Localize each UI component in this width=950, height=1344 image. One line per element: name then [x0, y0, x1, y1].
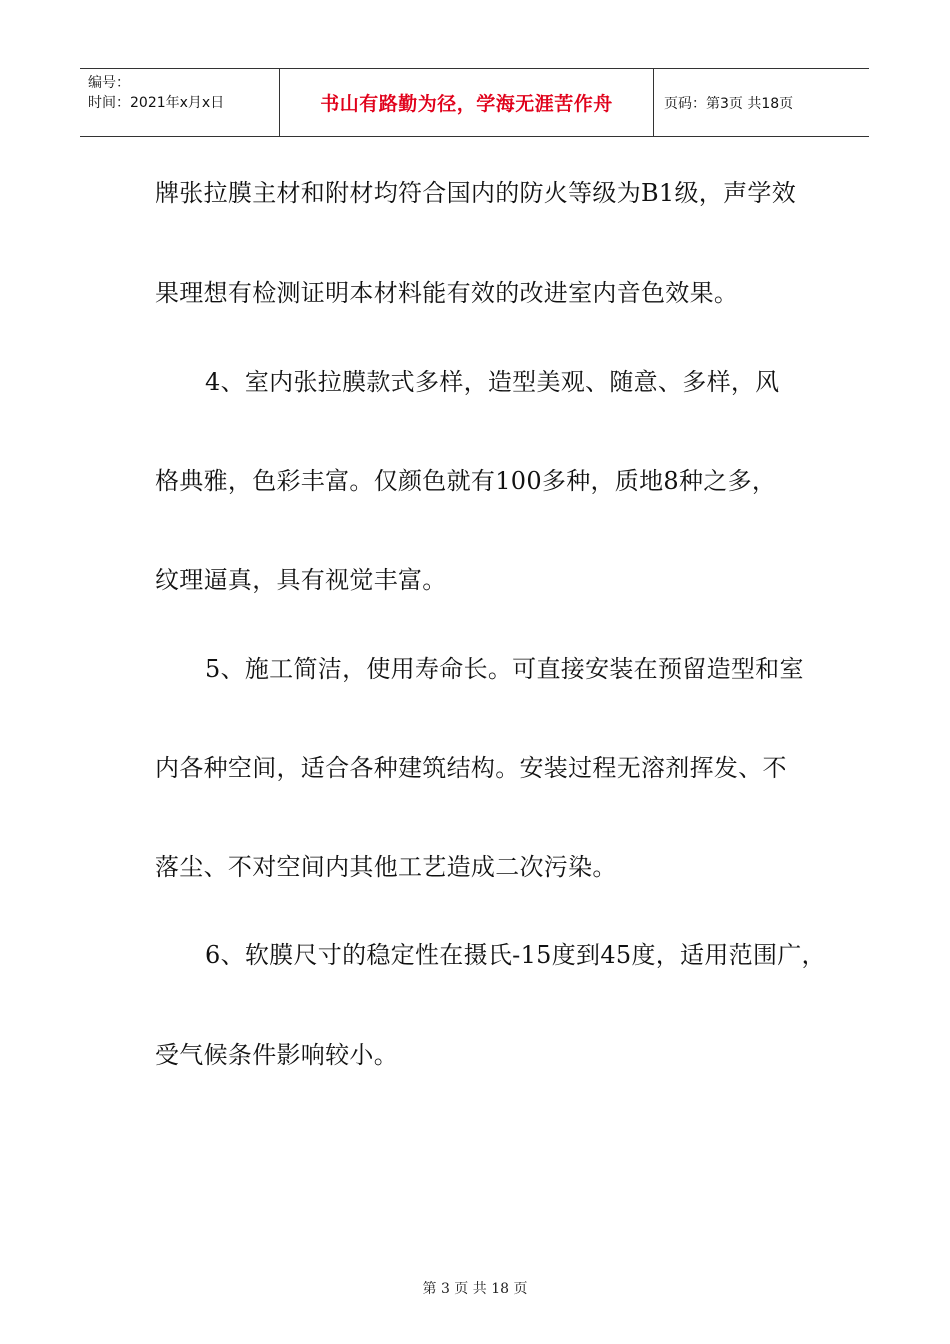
page-footer: 第 3 页 共 18 页 — [422, 1281, 528, 1297]
body-line: 落尘、不对空间内其他工艺造成二次污染。 — [155, 853, 617, 881]
document-time-label: 时间：2021年x月x日 — [88, 95, 225, 111]
document-number-label: 编号： — [88, 75, 130, 91]
body-line: 内各种空间，适合各种建筑结构。安装过程无溶剂挥发、不 — [155, 754, 787, 782]
header-meta — [80, 69, 280, 136]
page-header — [80, 68, 869, 137]
body-line: 纹理逼真，具有视觉丰富。 — [155, 566, 447, 594]
body-line: 6、软膜尺寸的稳定性在摄氏-15度到45度，适用范围广， — [205, 941, 826, 969]
header-motto: 书山有路勤为径，学海无涯苦作舟 — [280, 69, 654, 136]
header-page-info: 页码：第3页 共18页 — [664, 95, 794, 112]
body-line: 格典雅，色彩丰富。仅颜色就有100多种，质地8种之多， — [155, 467, 777, 495]
body-line: 牌张拉膜主材和附材均符合国内的防火等级为B1级，声学效 — [155, 179, 797, 207]
body-line: 4、室内张拉膜款式多样，造型美观、随意、多样，风 — [205, 368, 780, 396]
body-line: 5、施工简洁，使用寿命长。可直接安装在预留造型和室 — [205, 655, 804, 683]
body-line: 果理想有检测证明本材料能有效的改进室内音色效果。 — [155, 279, 739, 307]
body-line: 受气候条件影响较小。 — [155, 1041, 398, 1069]
